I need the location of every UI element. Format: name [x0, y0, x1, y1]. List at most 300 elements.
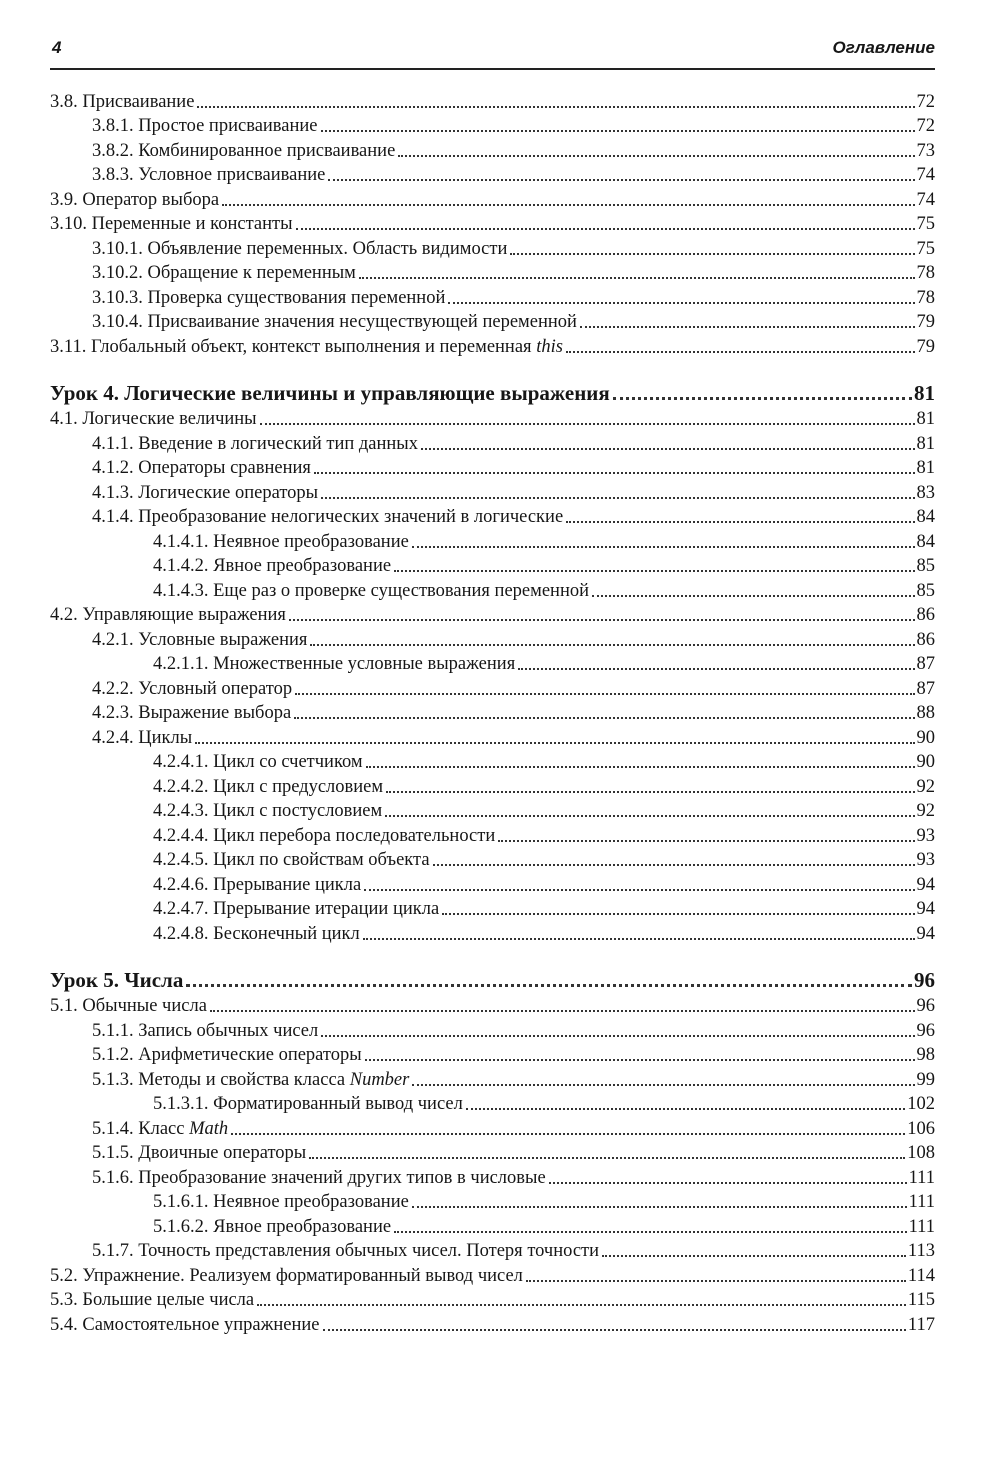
toc-entry-page-number: 96 [916, 996, 935, 1016]
toc-entry-page-number: 99 [916, 1069, 935, 1090]
toc-entry-title [153, 800, 382, 822]
toc-entry-title [153, 653, 515, 675]
page-header [50, 34, 935, 70]
toc-entry [50, 1115, 935, 1140]
dot-leader [526, 1280, 906, 1282]
toc-entry [50, 700, 935, 725]
toc-entry-number: 5.1.6. [92, 1167, 134, 1188]
toc-entry [50, 602, 935, 627]
toc-entry-text: Переменные и константы [91, 214, 293, 234]
toc-entry-page-number: 87 [916, 678, 935, 699]
dot-leader [613, 397, 912, 400]
toc-entry-page-number: 94 [916, 899, 935, 919]
toc-entry-title [153, 1216, 391, 1238]
toc-entry-page-number: 115 [907, 1290, 935, 1310]
toc-entry-title [153, 898, 439, 920]
toc-entry-number: 5.1.3.1. [153, 1094, 209, 1114]
toc-entry-number: 3.8.2. [92, 140, 134, 161]
toc-entry-text: Оператор выбора [82, 189, 220, 210]
toc-entry-title [92, 1044, 362, 1066]
dot-leader [197, 106, 914, 108]
toc-entry-text: Обычные числа [82, 996, 207, 1016]
toc-entry [50, 260, 935, 285]
toc-entry-title [92, 311, 577, 333]
toc-entry [50, 1066, 935, 1091]
toc-entry-number: 3.10. [50, 214, 87, 234]
toc-entry [50, 798, 935, 823]
toc-entry-page-number: 79 [916, 312, 935, 332]
toc-entry-text: Прерывание итерации цикла [213, 899, 440, 919]
toc-entry-page-number: 111 [908, 1192, 935, 1212]
toc-entry-number: 4.1.4.3. [153, 580, 209, 601]
toc-entry [50, 651, 935, 676]
dot-leader [289, 619, 915, 621]
toc-entry-text: Проверка существования переменной [147, 287, 446, 308]
toc-entry-title [92, 506, 563, 528]
toc-entry-page-number: 78 [916, 287, 935, 308]
toc-entry-page-number: 102 [907, 1094, 935, 1114]
toc-entry [50, 920, 935, 945]
toc-entry [50, 113, 935, 138]
toc-entry-page-number: 85 [916, 580, 935, 601]
toc-entry-text: Логические величины [82, 409, 257, 429]
dot-leader [592, 595, 915, 597]
toc-entry-title [50, 213, 293, 235]
toc-entry-text: Явное преобразование [213, 556, 392, 576]
toc-entry-text: Прерывание цикла [213, 874, 362, 895]
dot-leader [366, 766, 915, 768]
dot-leader [328, 179, 914, 181]
toc-entry-number: 3.8.3. [92, 165, 134, 185]
toc-entry-title [92, 678, 292, 700]
toc-entry-title [92, 1240, 599, 1262]
toc-entry-page-number: 87 [916, 654, 935, 674]
toc-entry-title [92, 629, 307, 651]
toc-entry [50, 309, 935, 334]
dot-leader [359, 277, 915, 279]
dot-leader [386, 791, 914, 793]
toc-entry-title [92, 164, 325, 186]
toc-entry [50, 1140, 935, 1165]
toc-entry-page-number: 78 [916, 263, 935, 283]
dot-leader [321, 130, 915, 132]
toc-entry-page-number: 92 [916, 776, 935, 797]
toc-entry [50, 406, 935, 431]
toc-entry-italic-term: Math [189, 1118, 229, 1139]
toc-lesson-heading [50, 965, 935, 993]
toc-entry-title [153, 874, 361, 896]
toc-entry-text: Присваивание [82, 91, 195, 112]
toc-entry-title [153, 580, 589, 602]
toc-entry [50, 577, 935, 602]
toc-entry [50, 186, 935, 211]
toc-entry-title [50, 189, 219, 211]
toc-entry-text: Выражение выбора [138, 703, 292, 723]
toc-entry [50, 1287, 935, 1312]
toc-entry-text: Объявление переменных. Область видимости [147, 238, 508, 259]
dot-leader [398, 155, 914, 157]
toc-entry-page-number: 96 [916, 1020, 935, 1041]
toc-entry-page-number: 79 [916, 336, 935, 357]
toc-entry-text: Двоичные операторы [138, 1143, 307, 1163]
toc-entry-title [153, 825, 495, 847]
toc-entry [50, 1213, 935, 1238]
toc-entry-page-number: 81 [916, 458, 935, 478]
toc-entry-number: 5.1.5. [92, 1143, 134, 1163]
toc-entry-text: Преобразование значений других типов в числовые [138, 1167, 546, 1188]
toc-entry-number: 5.1.1. [92, 1020, 134, 1041]
dot-leader [363, 938, 915, 940]
toc-entry-title [92, 1167, 546, 1189]
toc-entry-number: 4.2.4.6. [153, 874, 209, 895]
toc-entry-text: Введение в логический тип данных [138, 433, 418, 454]
toc-entry-title [92, 1142, 306, 1164]
toc-entry-title [92, 262, 356, 284]
toc-entry-text: Большие целые числа [82, 1290, 255, 1310]
toc-entry-text: Бесконечный цикл [213, 923, 360, 944]
toc-entry-page-number: 86 [916, 605, 935, 625]
toc-entry-number: 3.10.3. [92, 287, 143, 308]
toc-entry-number: 4.2.1. [92, 629, 134, 650]
dot-leader [295, 693, 914, 695]
dot-leader [222, 204, 914, 206]
toc-entry-text: Цикл по свойствам объекта [213, 850, 430, 870]
toc-entry [50, 528, 935, 553]
toc-entry-number: 4.2.4.4. [153, 825, 209, 846]
toc-entry-italic-term: Number [349, 1069, 410, 1090]
toc-entry-page-number: 96 [914, 967, 935, 992]
dot-leader [412, 546, 915, 548]
toc-entry-text: Комбинированное присваивание [138, 140, 396, 161]
toc-entry-page-number: 75 [916, 238, 935, 259]
toc-entry-page-number: 90 [916, 752, 935, 772]
toc-entry-text: Циклы [138, 727, 193, 748]
toc-entry-title [92, 1069, 409, 1091]
toc-entry-title [153, 1191, 409, 1213]
toc-entry-page-number: 90 [916, 727, 935, 748]
dot-leader [421, 448, 915, 450]
dot-leader [310, 644, 914, 646]
toc-entry-title [153, 531, 409, 553]
toc-entry-text: Логические операторы [138, 482, 319, 503]
toc-entry-number: 4.2.4.3. [153, 801, 209, 821]
toc-entry-number: 4.1.3. [92, 482, 134, 503]
toc-entry-page-number: 81 [916, 433, 935, 454]
toc-entry [50, 162, 935, 187]
toc-entry-number: 4.2.4.7. [153, 899, 209, 919]
toc-entry-text: Операторы сравнения [138, 458, 311, 478]
toc-entry-text: Условные выражения [138, 629, 308, 650]
toc-entry-title [50, 967, 183, 993]
toc-entry-text: Явное преобразование [213, 1216, 392, 1237]
toc-entry-number: 4.2.4.5. [153, 850, 209, 870]
toc-entry-page-number: 94 [916, 874, 935, 895]
dot-leader [466, 1108, 905, 1110]
toc-entry-number: 4.1.1. [92, 433, 134, 454]
toc-entry-number: 4.1. [50, 409, 78, 429]
toc-entry-number: 4.1.4.1. [153, 531, 209, 552]
toc-entry-title [92, 727, 192, 749]
toc-entry-title [50, 91, 194, 113]
toc-entry [50, 993, 935, 1018]
toc-entry-page-number: 93 [916, 825, 935, 846]
toc-entry-number: 5.1.6.1. [153, 1192, 209, 1212]
toc-entry-text: Класс [138, 1118, 190, 1139]
toc-entry-title [153, 776, 383, 798]
toc-entry-text: Глобальный объект, контекст выполнения и переменная [90, 336, 537, 357]
dot-leader [510, 253, 914, 255]
toc-entry-title [50, 380, 610, 406]
toc-entry-page-number: 72 [916, 91, 935, 112]
toc-entry-text: Управляющие выражения [82, 605, 286, 625]
toc-entry [50, 211, 935, 236]
toc-entry-title [92, 1020, 318, 1042]
toc-entry-title [92, 238, 507, 260]
toc-entry [50, 1042, 935, 1067]
toc-entry [50, 1262, 935, 1287]
toc-entry-page-number: 98 [916, 1045, 935, 1065]
dot-leader [498, 840, 914, 842]
toc-entry [50, 137, 935, 162]
toc-entry-title [153, 555, 391, 577]
dot-leader [364, 889, 914, 891]
toc-entry-page-number: 75 [916, 214, 935, 234]
toc-entry-page-number: 111 [908, 1216, 935, 1237]
toc-entry [50, 235, 935, 260]
toc-entry-text: Запись обычных чисел [138, 1020, 319, 1041]
toc-lesson-heading [50, 378, 935, 406]
toc-entry-title [92, 457, 311, 479]
toc-entry-number: 4.1.4. [92, 507, 134, 527]
dot-leader [394, 1231, 907, 1233]
dot-leader [448, 302, 914, 304]
toc-entry-title [92, 287, 445, 309]
toc-entry [50, 430, 935, 455]
toc-entry-text: Множественные условные выражения [213, 654, 516, 674]
toc-entry-text: Самостоятельное упражнение [82, 1314, 320, 1335]
toc-entry-number: 5.1.7. [92, 1241, 134, 1261]
dot-leader [385, 815, 914, 817]
toc-entry [50, 504, 935, 529]
toc-entry-text: Методы и свойства класса [138, 1069, 350, 1090]
dot-leader [566, 521, 914, 523]
toc-entry-page-number: 84 [916, 531, 935, 552]
dot-leader [186, 984, 912, 987]
dot-leader [321, 497, 914, 499]
toc-entry-number: 3.8.1. [92, 116, 134, 136]
toc-entry-number: 4.2.4. [92, 727, 134, 748]
toc-entry-title [50, 604, 286, 626]
toc-entry-title [92, 482, 318, 504]
toc-entry [50, 284, 935, 309]
toc-entry-page-number: 74 [916, 165, 935, 185]
dot-leader [294, 717, 914, 719]
toc-entry-page-number: 111 [908, 1167, 935, 1188]
toc-entry-page-number: 88 [916, 703, 935, 723]
toc-entry [50, 455, 935, 480]
dot-leader [257, 1304, 906, 1306]
toc-entry-page-number: 81 [916, 409, 935, 429]
toc-entry [50, 333, 935, 358]
toc-entry-title [92, 433, 418, 455]
table-of-contents [50, 88, 935, 1336]
toc-entry-title [50, 1314, 320, 1336]
dot-leader [580, 326, 915, 328]
toc-entry-page-number: 85 [916, 556, 935, 576]
toc-entry-title [153, 1093, 463, 1115]
toc-entry [50, 1164, 935, 1189]
toc-entry-text: Точность представления обычных чисел. Потеря точности [138, 1241, 600, 1261]
dot-leader [442, 913, 914, 915]
toc-entry-number: 5.1.3. [92, 1069, 134, 1090]
toc-entry-page-number: 74 [916, 189, 935, 210]
toc-entry-number: 5.1.4. [92, 1118, 134, 1139]
toc-entry-number: 5.4. [50, 1314, 78, 1335]
toc-entry-number: 5.2. [50, 1265, 78, 1286]
toc-entry [50, 1311, 935, 1336]
dot-leader [433, 864, 915, 866]
toc-entry-number: 3.10.1. [92, 238, 143, 259]
toc-entry-title [153, 849, 430, 871]
dot-leader [296, 228, 915, 230]
toc-entry-page-number: 73 [916, 140, 935, 161]
toc-entry [50, 626, 935, 651]
page-number: 4 [52, 38, 62, 57]
toc-entry-page-number: 113 [907, 1241, 935, 1261]
toc-entry-text: Цикл с постусловием [213, 801, 383, 821]
toc-entry-number: 4.2.4.2. [153, 776, 209, 797]
toc-entry-title [50, 408, 257, 430]
toc-entry-title [92, 140, 395, 162]
dot-leader [518, 668, 914, 670]
toc-entry-number: 5.3. [50, 1290, 78, 1310]
toc-entry-title [50, 995, 207, 1017]
toc-entry-title [92, 702, 291, 724]
toc-entry-number: Урок 4. [50, 380, 119, 405]
dot-leader [210, 1010, 915, 1012]
toc-entry [50, 479, 935, 504]
toc-entry-text: Логические величины и управляющие выражения [124, 380, 610, 405]
toc-entry-page-number: 117 [907, 1314, 935, 1335]
toc-entry-page-number: 81 [914, 380, 935, 405]
toc-entry-text: Условное присваивание [138, 165, 326, 185]
dot-leader [321, 1035, 914, 1037]
toc-entry-text: Неявное преобразование [213, 531, 409, 552]
toc-entry [50, 1091, 935, 1116]
toc-entry [50, 88, 935, 113]
toc-entry-number: 5.1.6.2. [153, 1216, 209, 1237]
toc-entry-number: 3.10.4. [92, 312, 143, 332]
toc-entry-page-number: 84 [916, 507, 935, 527]
toc-entry-text: Еще раз о проверке существования переменной [213, 580, 589, 601]
toc-entry [50, 896, 935, 921]
toc-entry-number: 3.9. [50, 189, 78, 210]
toc-entry-title [92, 115, 318, 137]
toc-entry-number: 4.1.4.2. [153, 556, 209, 576]
toc-entry-italic-term: this [536, 336, 563, 357]
toc-entry-text: Условный оператор [138, 678, 293, 699]
toc-entry-number: 3.11. [50, 336, 87, 357]
toc-entry-text: Неявное преобразование [213, 1192, 409, 1212]
toc-entry-title [50, 336, 563, 358]
toc-entry-number: 4.2.2. [92, 678, 134, 699]
toc-entry-number: 4.2.4.1. [153, 752, 209, 772]
toc-entry-number: 4.2.3. [92, 703, 134, 723]
toc-entry [50, 749, 935, 774]
toc-entry-title [153, 751, 363, 773]
toc-entry [50, 553, 935, 578]
dot-leader [566, 351, 915, 353]
toc-entry-text: Простое присваивание [138, 116, 318, 136]
toc-entry-number: 4.2. [50, 605, 78, 625]
dot-leader [394, 570, 914, 572]
running-head: Оглавление [832, 38, 935, 57]
toc-entry-number: 4.2.4.8. [153, 923, 209, 944]
dot-leader [309, 1157, 905, 1159]
toc-entry-text: Преобразование нелогических значений в логические [138, 507, 564, 527]
toc-entry-text: Форматированный вывод чисел [213, 1094, 463, 1114]
toc-entry-text: Числа [124, 967, 184, 992]
dot-leader [412, 1206, 907, 1208]
dot-leader [602, 1255, 906, 1257]
toc-entry-number: 3.8. [50, 91, 78, 112]
toc-entry [50, 724, 935, 749]
toc-entry-text: Цикл со счетчиком [213, 752, 363, 772]
toc-entry-title [92, 1118, 228, 1140]
toc-entry-text: Цикл перебора последовательности [213, 825, 496, 846]
dot-leader [260, 423, 915, 425]
toc-entry-text: Упражнение. Реализуем форматированный вывод чисел [82, 1265, 523, 1286]
dot-leader [365, 1059, 915, 1061]
dot-leader [412, 1084, 914, 1086]
toc-entry-page-number: 94 [916, 923, 935, 944]
toc-entry-number: Урок 5. [50, 967, 119, 992]
toc-entry [50, 1238, 935, 1263]
toc-entry [50, 773, 935, 798]
toc-entry [50, 847, 935, 872]
toc-entry-text: Арифметические операторы [138, 1045, 362, 1065]
toc-entry [50, 1189, 935, 1214]
dot-leader [231, 1133, 905, 1135]
toc-entry [50, 1017, 935, 1042]
dot-leader [323, 1329, 906, 1331]
toc-entry-text: Присваивание значения несуществующей переменной [147, 312, 577, 332]
toc-entry-page-number: 86 [916, 629, 935, 650]
toc-entry-page-number: 92 [916, 801, 935, 821]
toc-entry-number: 4.2.1.1. [153, 654, 209, 674]
dot-leader [195, 742, 914, 744]
dot-leader [549, 1182, 907, 1184]
toc-entry-page-number: 106 [907, 1118, 935, 1139]
toc-entry [50, 675, 935, 700]
toc-entry-page-number: 114 [907, 1265, 935, 1286]
toc-entry-number: 5.1. [50, 996, 78, 1016]
toc-entry-title [50, 1265, 523, 1287]
toc-entry-text: Обращение к переменным [147, 263, 356, 283]
toc-entry-title [153, 923, 360, 945]
toc-entry-page-number: 93 [916, 850, 935, 870]
toc-entry [50, 871, 935, 896]
toc-entry-page-number: 72 [916, 116, 935, 136]
toc-entry [50, 822, 935, 847]
toc-entry-number: 4.1.2. [92, 458, 134, 478]
toc-entry-number: 3.10.2. [92, 263, 143, 283]
toc-entry-number: 5.1.2. [92, 1045, 134, 1065]
toc-entry-text: Цикл с предусловием [213, 776, 384, 797]
toc-entry-page-number: 108 [907, 1143, 935, 1163]
dot-leader [314, 472, 915, 474]
toc-entry-page-number: 83 [916, 482, 935, 503]
